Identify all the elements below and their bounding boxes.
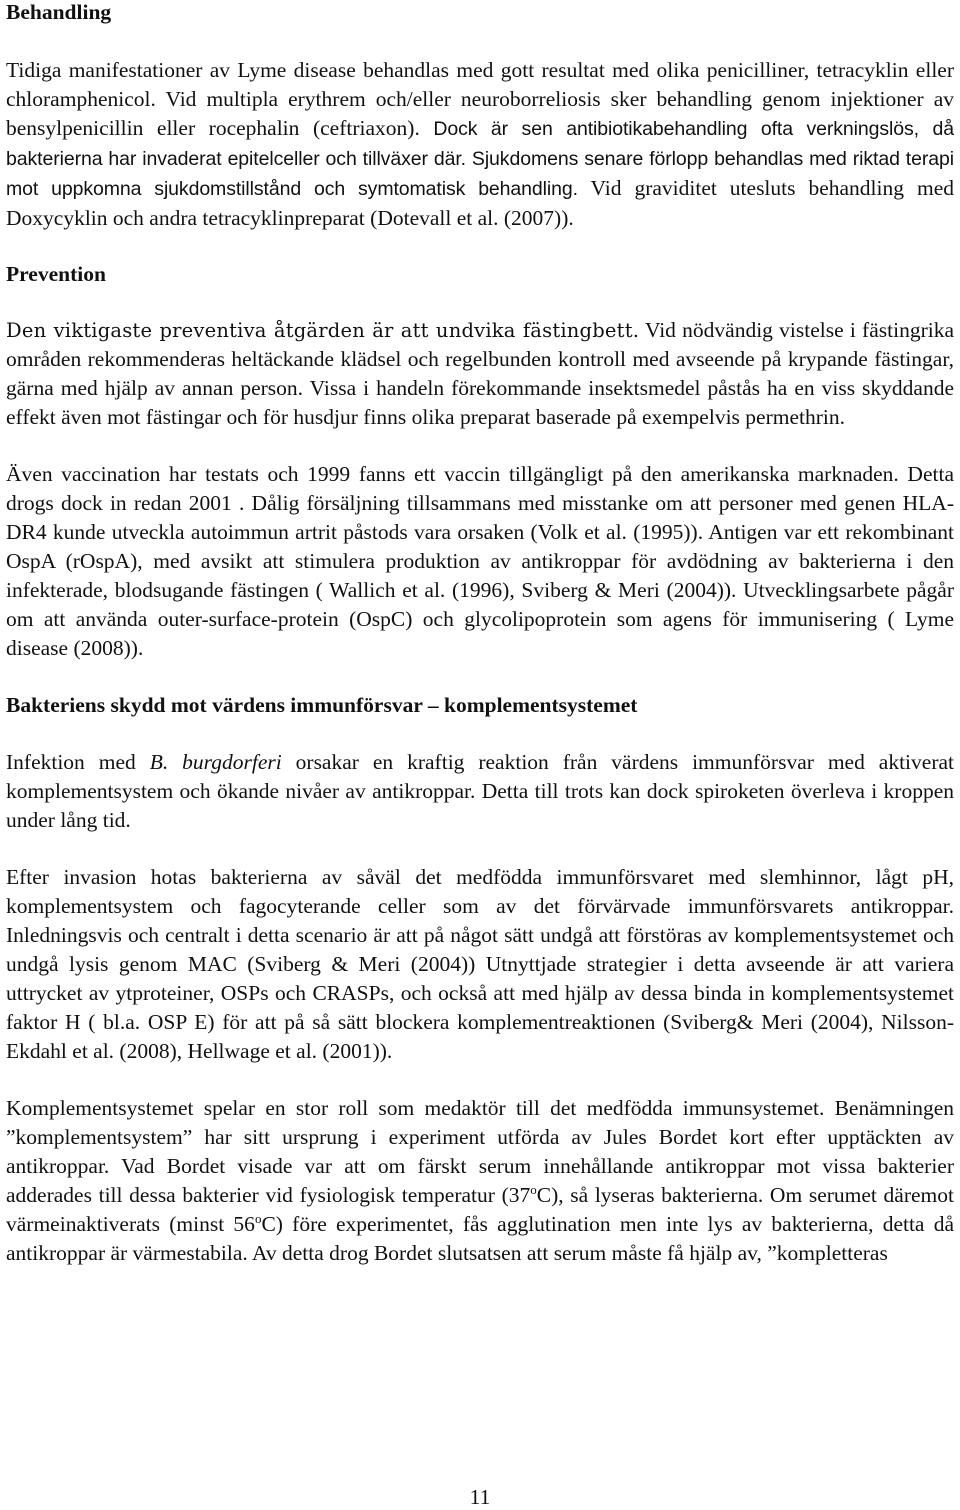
- behandling-text-serif: Tidiga manifestationer av Lyme disease behandlas med gott resultat med olika penicilliner, tetracyklin eller chloramphenicol. Vid multipla erythrem och/eller neuroborreliosis sker behandling genom injektioner av bensylpenicillin eller rocephalin (ceftriaxon).: [6, 58, 954, 140]
- paragraph-komplement-2: Efter invasion hotas bakterierna av såväl det medfödda immunförsvaret med slemhinnor, lågt pH, komplementsystem och fagocyterande celler som av det förvärvade immunförsvarets antikroppar. Inledningsvis och centralt i detta scenario är att på något sätt undgå att förstöras av komplementsystemet och undgå lysis genom MAC (Sviberg & Meri (2004)) Utnyttjade strategier i detta avseende är att variera uttrycket av ytproteiner, OSPs och CRASPs, och också att med hjälp av dessa binda in komplementsystemet faktor H ( bl.a. OSP E) för att på så sätt blockera komplementreaktionen (Sviberg& Meri (2004), Nilsson-Ekdahl et al. (2008), Hellwage et al. (2001)).: [6, 865, 954, 1063]
- paragraph-prevention-1: [6, 316, 954, 432]
- komplement-p3-c: C) före experimentet, fås agglutination men inte lys av bakterierna, detta då antikroppar är värmestabila. Av detta drog Bordet slutsatsen att serum måste få hjälp av, ”kompletteras: [6, 1212, 954, 1265]
- heading-komplement: Bakteriens skydd mot värdens immunförsvar – komplementsystemet: [6, 693, 638, 717]
- paragraph-prevention-2: Även vaccination har testats och 1999 fanns ett vaccin tillgängligt på den amerikanska marknaden. Detta drogs dock in redan 2001 . Dålig försäljning tillsammans med misstanke om att personer med genen HLA-DR4 kunde utveckla autoimmun artrit påstods vara orsaken (Volk et al. (1995)). Antigen var ett rekombinant OspA (rOspA), med avsikt att stimulera produktion av antikroppar för avdödning av bakterierna i den infekterade, blodsugande fästingen ( Wallich et al. (1996), Sviberg & Meri (2004)). Utvecklingsarbete pågår om att använda outer-surface-protein (OspC) och glycolipoprotein som agens för immunisering ( Lyme disease (2008)).: [6, 462, 954, 660]
- heading-behandling: Behandling: [6, 0, 112, 24]
- paragraph-komplement-1: [6, 748, 954, 835]
- heading-prevention: Prevention: [6, 262, 106, 286]
- komplement-p1-b: orsakar en kraftig reaktion från värdens immunförsvar med aktiverat komplementsystem och ökande nivåer av antikroppar. Detta till trots kan dock spiroketen överleva i kroppen under lång tid.: [6, 750, 955, 832]
- paragraph-komplement-3: [6, 1094, 954, 1268]
- species-name: B. burgdorferi: [149, 750, 282, 774]
- behandling-text-sans: Dock är sen antibiotikabehandling ofta verkningslös, då bakterierna har invaderat epitelceller och tillväxer där. Sjukdomens senare förlopp behandlas med riktad terapi mot uppkomna sjukdomstillstånd och symtomatisk behandling.: [6, 118, 954, 200]
- document-page: [6, 0, 954, 1268]
- paragraph-behandling: [6, 56, 954, 233]
- komplement-p1-a: Infektion med: [6, 750, 150, 774]
- degree-superscript-1: o: [530, 1181, 537, 1197]
- page-number: 11: [469, 1485, 491, 1509]
- prevention-lead: Den viktigaste preventiva åtgärden är att undvika fästingbett.: [6, 319, 640, 342]
- komplement-p3-a: Komplementsystemet spelar en stor roll som medaktör till det medfödda immunsystemet. Benämningen ”komplementsystem” har sitt ursprung i experiment utförda av Jules Bordet kort efter upptäckten av antikroppar. Vad Bordet visade var att om färskt serum innehållande antikroppar mot vissa bakterier adderades till dessa bakterier vid fysiologisk temperatur (37: [6, 1096, 954, 1207]
- behandling-text-tail: Vid graviditet utesluts behandling med Doxycyklin och andra tetracyklinpreparat (Dotevall et al. (2007)).: [6, 176, 954, 230]
- komplement-p3-b: C), så lyseras bakterierna. Om serumet däremot värmeinaktiverats (minst 56: [6, 1183, 954, 1236]
- prevention-rest: Vid nödvändig vistelse i fästingrika områden rekommenderas heltäckande klädsel och regelbunden kontroll med avseende på krypande fästingar, gärna med hjälp av annan person. Vissa i handeln förekommande insektsmedel påstås ha en viss skyddande effekt även mot fästingar och för husdjur finns olika preparat baserade på exempelvis permethrin.: [6, 318, 954, 429]
- degree-superscript-2: o: [254, 1210, 262, 1226]
